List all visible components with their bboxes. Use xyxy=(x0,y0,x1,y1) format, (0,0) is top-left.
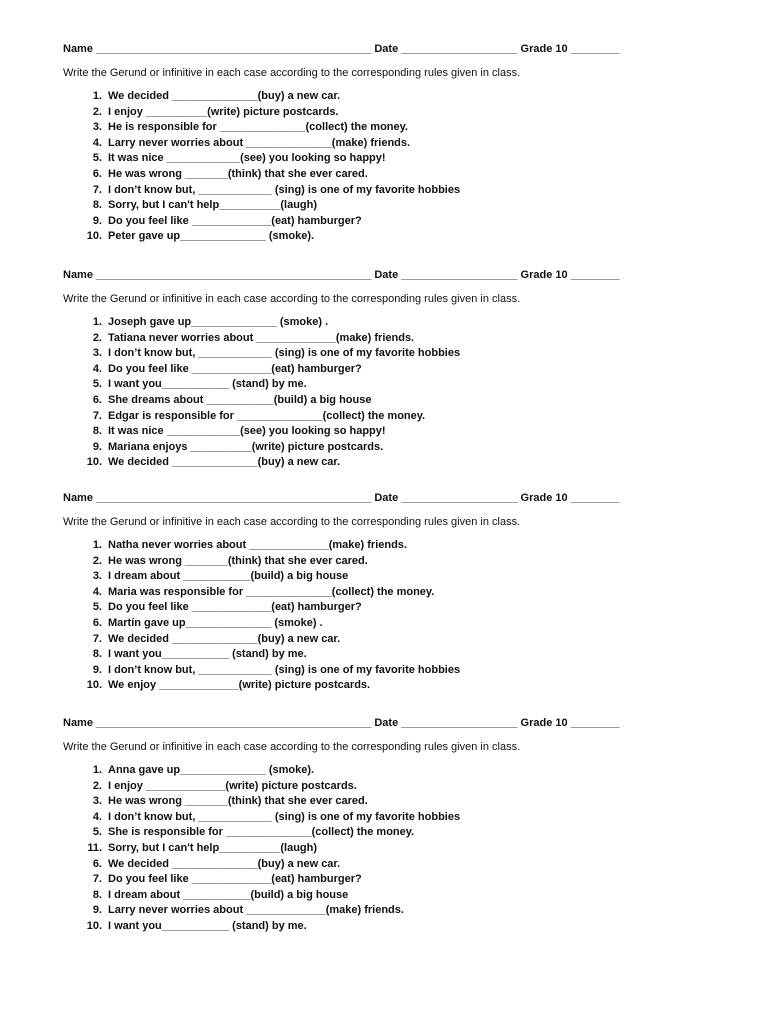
exercise-item xyxy=(0,105,768,121)
item-number: 7. xyxy=(92,632,102,645)
item-text: She is responsible for ______________(collect) the money. xyxy=(108,826,415,839)
exercise-item xyxy=(0,409,768,425)
instructions: Write the Gerund or infinitive in each case according to the corresponding rules given in class. xyxy=(63,741,521,753)
exercise-item xyxy=(0,198,768,214)
item-number: 9. xyxy=(92,904,102,917)
name-date-grade-line: Name _____________________________________________ Date ___________________ Grade 10 ________ xyxy=(63,717,620,729)
item-number: 7. xyxy=(92,873,102,886)
exercise-item xyxy=(0,136,768,152)
exercise-item xyxy=(0,647,768,663)
exercise-item xyxy=(0,632,768,648)
item-number: 5. xyxy=(92,152,102,165)
exercise-item xyxy=(0,362,768,378)
item-text: He was wrong _______(think) that she ever cared. xyxy=(108,167,368,180)
item-text: Tatiana never worries about _____________(make) friends. xyxy=(108,331,415,344)
item-text: It was nice ____________(see) you looking so happy! xyxy=(108,425,386,438)
item-number: 10. xyxy=(86,456,102,469)
item-number: 6. xyxy=(92,167,102,180)
item-text: I dream about ___________(build) a big house xyxy=(108,888,349,901)
item-number: 6. xyxy=(92,857,102,870)
exercise-item xyxy=(0,183,768,199)
exercise-item xyxy=(0,424,768,440)
instructions: Write the Gerund or infinitive in each case according to the corresponding rules given in class. xyxy=(63,516,521,528)
item-number: 2. xyxy=(92,554,102,567)
exercise-item xyxy=(0,600,768,616)
name-date-grade-line: Name _____________________________________________ Date ___________________ Grade 10 ________ xyxy=(63,492,620,504)
item-number: 6. xyxy=(92,616,102,629)
item-number: 5. xyxy=(92,601,102,614)
exercise-item xyxy=(0,151,768,167)
exercise-item xyxy=(0,585,768,601)
item-number: 4. xyxy=(92,810,102,823)
item-text: Do you feel like _____________(eat) hamburger? xyxy=(108,601,362,614)
item-text: Peter gave up______________ (smoke). xyxy=(108,230,315,243)
exercise-item xyxy=(0,779,768,795)
exercise-item xyxy=(0,346,768,362)
exercise-item xyxy=(0,663,768,679)
item-text: Martín gave up______________ (smoke) . xyxy=(108,616,323,629)
item-text: He was wrong _______(think) that she ever cared. xyxy=(108,554,368,567)
exercise-item xyxy=(0,315,768,331)
exercise-item xyxy=(0,89,768,105)
item-text: Maria was responsible for ______________(collect) the money. xyxy=(108,585,435,598)
item-number: 1. xyxy=(92,90,102,102)
exercise-item xyxy=(0,794,768,810)
item-text: I don’t know but, ____________ (sing) is one of my favorite hobbies xyxy=(108,183,461,196)
exercise-item xyxy=(0,331,768,347)
item-text: I want you___________ (stand) by me. xyxy=(108,378,307,391)
item-number: 7. xyxy=(92,409,102,422)
exercise-item xyxy=(0,214,768,230)
item-number: 4. xyxy=(92,362,102,375)
exercise-item xyxy=(0,903,768,919)
item-text: Mariana enjoys __________(write) picture postcards. xyxy=(108,440,384,453)
exercise-item xyxy=(0,440,768,456)
item-text: Joseph gave up______________ (smoke) . xyxy=(108,316,329,328)
item-number: 9. xyxy=(92,663,102,676)
item-number: 3. xyxy=(92,795,102,808)
exercise-item xyxy=(0,841,768,857)
instructions: Write the Gerund or infinitive in each case according to the corresponding rules given in class. xyxy=(63,67,521,79)
exercise-item xyxy=(0,857,768,873)
exercise-list xyxy=(0,89,768,245)
item-text: It was nice ____________(see) you looking so happy! xyxy=(108,152,386,165)
exercise-list xyxy=(0,538,768,694)
item-number: 10. xyxy=(86,230,102,243)
item-text: Edgar is responsible for ______________(collect) the money. xyxy=(108,409,426,422)
exercise-item xyxy=(0,888,768,904)
item-number: 9. xyxy=(92,214,102,227)
exercise-item xyxy=(0,569,768,585)
item-text: We decided ______________(buy) a new car. xyxy=(108,632,341,645)
exercise-item xyxy=(0,554,768,570)
item-text: I dream about ___________(build) a big house xyxy=(108,570,349,583)
item-text: Natha never worries about _____________(make) friends. xyxy=(108,539,407,551)
item-text: I enjoy __________(write) picture postcards. xyxy=(108,105,339,118)
item-number: 1. xyxy=(92,764,102,776)
exercise-item xyxy=(0,393,768,409)
name-date-grade-line: Name _____________________________________________ Date ___________________ Grade 10 ________ xyxy=(63,269,620,281)
item-number: 8. xyxy=(92,888,102,901)
item-text: Do you feel like _____________(eat) hamburger? xyxy=(108,214,362,227)
item-number: 5. xyxy=(92,826,102,839)
exercise-item xyxy=(0,872,768,888)
item-number: 1. xyxy=(92,316,102,328)
exercise-item xyxy=(0,377,768,393)
item-text: Larry never worries about ______________(make) friends. xyxy=(108,136,411,149)
item-text: We decided ______________(buy) a new car. xyxy=(108,456,341,469)
exercise-item xyxy=(0,120,768,136)
item-number: 5. xyxy=(92,378,102,391)
item-number: 9. xyxy=(92,440,102,453)
item-number: 1. xyxy=(92,539,102,551)
exercise-item xyxy=(0,810,768,826)
exercise-item xyxy=(0,455,768,471)
exercise-list xyxy=(0,315,768,471)
exercise-item xyxy=(0,229,768,245)
item-number: 2. xyxy=(92,105,102,118)
exercise-item xyxy=(0,538,768,554)
exercise-item xyxy=(0,678,768,694)
item-text: Sorry, but I can't help__________(laugh) xyxy=(108,199,318,212)
exercise-item xyxy=(0,616,768,632)
exercise-item xyxy=(0,919,768,935)
item-number: 11. xyxy=(87,841,102,854)
item-text: I enjoy _____________(write) picture postcards. xyxy=(108,779,357,792)
item-text: I don’t know but, ____________ (sing) is one of my favorite hobbies xyxy=(108,663,461,676)
exercise-list xyxy=(0,763,768,935)
item-number: 3. xyxy=(92,570,102,583)
item-text: I want you___________ (stand) by me. xyxy=(108,919,307,932)
item-number: 4. xyxy=(92,585,102,598)
item-text: She dreams about ___________(build) a big house xyxy=(108,393,372,406)
exercise-item xyxy=(0,167,768,183)
item-text: We enjoy _____________(write) picture postcards. xyxy=(108,679,371,692)
item-text: Sorry, but I can't help__________(laugh) xyxy=(108,841,318,854)
item-number: 3. xyxy=(92,347,102,360)
item-text: Do you feel like _____________(eat) hamburger? xyxy=(108,873,362,886)
item-text: I don’t know but, ____________ (sing) is one of my favorite hobbies xyxy=(108,347,461,360)
item-number: 10. xyxy=(86,679,102,692)
name-date-grade-line: Name _____________________________________________ Date ___________________ Grade 10 ________ xyxy=(63,43,620,55)
item-number: 2. xyxy=(92,779,102,792)
item-number: 8. xyxy=(92,199,102,212)
item-number: 8. xyxy=(92,425,102,438)
item-number: 2. xyxy=(92,331,102,344)
item-number: 7. xyxy=(92,183,102,196)
item-text: I want you___________ (stand) by me. xyxy=(108,648,307,661)
item-text: Anna gave up______________ (smoke). xyxy=(108,764,315,776)
item-text: He is responsible for ______________(collect) the money. xyxy=(108,121,408,134)
item-number: 10. xyxy=(86,919,102,932)
item-number: 3. xyxy=(92,121,102,134)
item-number: 4. xyxy=(92,136,102,149)
item-number: 6. xyxy=(92,393,102,406)
exercise-item xyxy=(0,825,768,841)
item-text: We decided ______________(buy) a new car. xyxy=(108,90,341,102)
item-text: Do you feel like _____________(eat) hamburger? xyxy=(108,362,362,375)
exercise-item xyxy=(0,763,768,779)
item-text: He was wrong _______(think) that she ever cared. xyxy=(108,795,368,808)
item-number: 8. xyxy=(92,648,102,661)
instructions: Write the Gerund or infinitive in each case according to the corresponding rules given in class. xyxy=(63,293,521,305)
item-text: Larry never worries about _____________(make) friends. xyxy=(108,904,404,917)
item-text: We decided ______________(buy) a new car. xyxy=(108,857,341,870)
item-text: I don’t know but, ____________ (sing) is one of my favorite hobbies xyxy=(108,810,461,823)
